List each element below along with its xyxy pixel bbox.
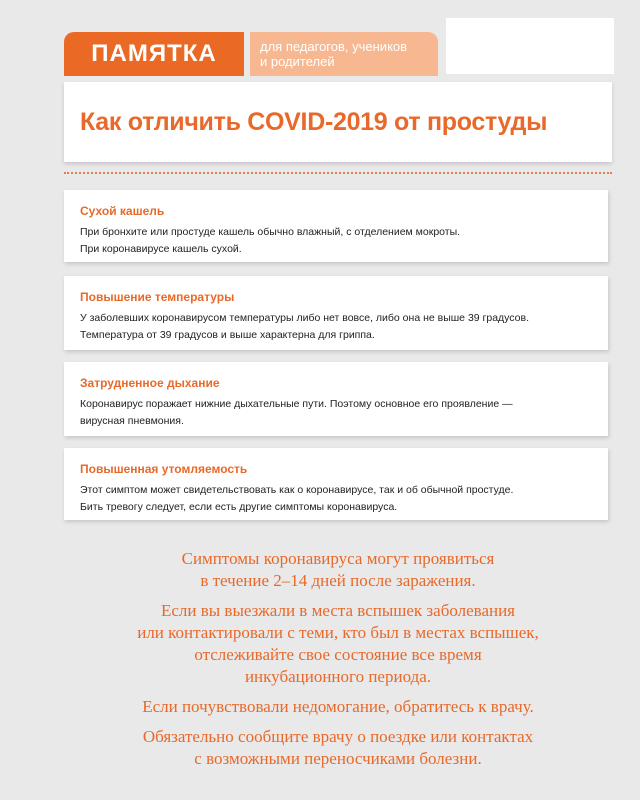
advice-paragraph-1 — [64, 548, 612, 592]
symptom-card-fever — [64, 276, 608, 350]
advice-line: в течение 2–14 дней после заражения. — [200, 571, 476, 590]
card-text-line-2: Бить тревогу следует, если есть другие симптомы коронавируса. — [80, 501, 398, 513]
card-text-line-1: Коронавирус поражает нижние дыхательные пути. Поэтому основное его проявление — — [80, 398, 513, 410]
symptom-card-dry-cough — [64, 190, 608, 262]
card-text-line-2: вирусная пневмония. — [80, 415, 184, 427]
card-heading: Повышенная утомляемость — [80, 462, 248, 476]
advice-paragraph-3 — [64, 696, 612, 718]
advice-line: с возможными переносчиками болезни. — [194, 749, 482, 768]
card-text-line-2: При коронавирусе кашель сухой. — [80, 243, 242, 255]
header-blank-box — [446, 18, 614, 74]
dotted-divider — [64, 172, 612, 174]
advice-line: Симптомы коронавируса могут проявиться — [181, 549, 495, 568]
advice-paragraph-4 — [64, 726, 612, 770]
card-text-line-2: Температура от 39 градусов и выше характерна для гриппа. — [80, 329, 375, 341]
advice-line: Обязательно сообщите врачу о поездке или контактах — [142, 727, 534, 746]
audience-line-2: и родителей — [260, 54, 335, 69]
symptom-card-breathing — [64, 362, 608, 436]
card-heading: Затрудненное дыхание — [80, 376, 220, 390]
page-title: Как отличить COVID-2019 от простуды — [80, 107, 548, 136]
card-heading: Сухой кашель — [80, 204, 165, 218]
card-text-line-1: При бронхите или простуде кашель обычно влажный, с отделением мокроты. — [80, 226, 461, 238]
memo-badge-label: ПАМЯТКА — [91, 40, 217, 67]
advice-block — [64, 548, 612, 778]
advice-line: Если почувствовали недомогание, обратитесь к врачу. — [142, 697, 534, 716]
advice-line: Если вы выезжали в места вспышек заболевания — [160, 601, 516, 620]
advice-line: или контактировали с теми, кто был в местах вспышек, — [137, 623, 539, 642]
memo-badge — [64, 32, 244, 76]
advice-line: отслеживайте свое состояние все время — [194, 645, 482, 664]
audience-label — [250, 32, 438, 76]
advice-paragraph-2 — [64, 600, 612, 688]
advice-line: инкубационного периода. — [244, 667, 432, 686]
card-heading: Повышение температуры — [80, 290, 235, 304]
card-text-line-1: Этот симптом может свидетельствовать как о коронавирусе, так и об обычной простуде. — [80, 484, 514, 496]
symptom-card-fatigue — [64, 448, 608, 520]
title-bar — [64, 82, 612, 162]
card-text-line-1: У заболевших коронавирусом температуры либо нет вовсе, либо она не выше 39 градусов. — [80, 312, 530, 324]
audience-line-1: для педагогов, учеников — [260, 39, 408, 54]
